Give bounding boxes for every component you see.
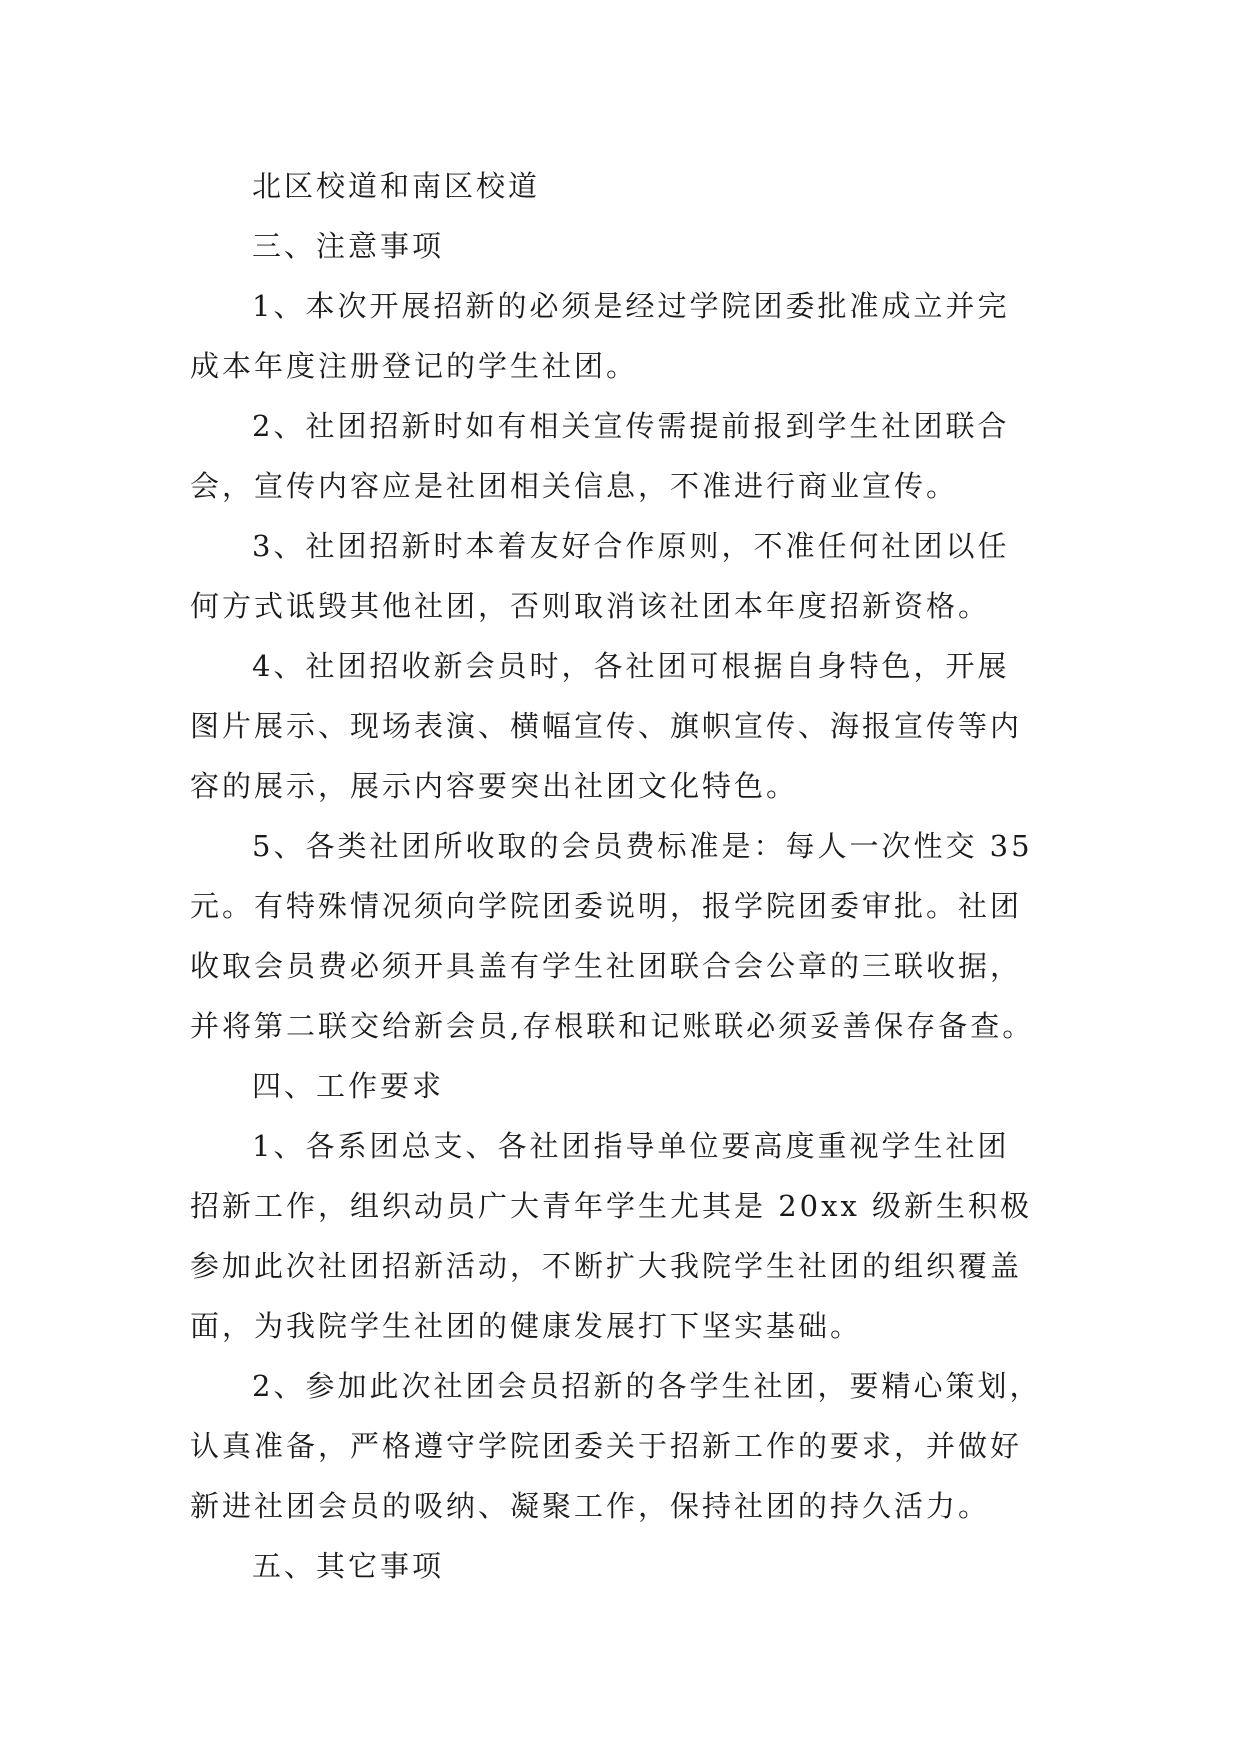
text-line: 3、社团招新时本着友好合作原则，不准任何社团以任 — [252, 529, 1010, 563]
section-heading: 三、注意事项 — [252, 229, 445, 263]
text-line: 会，宣传内容应是社团相关信息，不准进行商业宣传。 — [190, 469, 959, 503]
paragraph-note-1 — [190, 276, 1060, 396]
heading-section-5 — [190, 1536, 1060, 1596]
paragraph-note-3 — [190, 516, 1060, 636]
text-line: 元。有特殊情况须向学院团委说明，报学院团委审批。社团 — [190, 889, 1023, 923]
paragraph-requirement-1 — [190, 1116, 1060, 1356]
text-line: 图片展示、现场表演、横幅宣传、旗帜宣传、海报宣传等内 — [190, 709, 1023, 743]
text-line: 认真准备，严格遵守学院团委关于招新工作的要求，并做好 — [190, 1429, 1023, 1463]
text-line: 2、社团招新时如有相关宣传需提前报到学生社团联合 — [252, 409, 1010, 443]
text-line: 容的展示，展示内容要突出社团文化特色。 — [190, 769, 799, 803]
text-line: 面，为我院学生社团的健康发展打下坚实基础。 — [190, 1309, 863, 1343]
paragraph-note-5 — [190, 816, 1060, 1056]
paragraph-requirement-2 — [190, 1356, 1060, 1536]
heading-section-4 — [190, 1056, 1060, 1116]
text-line: 参加此次社团招新活动，不断扩大我院学生社团的组织覆盖 — [190, 1249, 1023, 1283]
text-line: 并将第二联交给新会员,存根联和记账联必须妥善保存备查。 — [190, 1009, 1035, 1043]
paragraph-note-4 — [190, 636, 1060, 816]
text-line: 1、本次开展招新的必须是经过学院团委批准成立并完 — [252, 289, 1010, 323]
heading-section-3 — [190, 216, 1060, 276]
paragraph-location — [190, 156, 1060, 216]
text-line: 何方式诋毁其他社团，否则取消该社团本年度招新资格。 — [190, 589, 991, 623]
text-line: 5、各类社团所收取的会员费标准是：每人一次性交 35 — [252, 829, 1033, 863]
section-heading: 四、工作要求 — [252, 1069, 445, 1103]
document-body — [190, 156, 1060, 1596]
text-line: 成本年度注册登记的学生社团。 — [190, 349, 639, 383]
text-line: 北区校道和南区校道 — [252, 169, 541, 203]
text-line: 招新工作，组织动员广大青年学生尤其是 20xx 级新生积极 — [190, 1189, 1033, 1223]
section-heading: 五、其它事项 — [252, 1549, 445, 1583]
paragraph-note-2 — [190, 396, 1060, 516]
text-line: 4、社团招收新会员时，各社团可根据自身特色，开展 — [252, 649, 1010, 683]
text-line: 2、参加此次社团会员招新的各学生社团，要精心策划， — [252, 1369, 1042, 1403]
text-line: 1、各系团总支、各社团指导单位要高度重视学生社团 — [252, 1129, 1010, 1163]
text-line: 新进社团会员的吸纳、凝聚工作，保持社团的持久活力。 — [190, 1489, 991, 1523]
text-line: 收取会员费必须开具盖有学生社团联合会公章的三联收据， — [190, 949, 1023, 983]
